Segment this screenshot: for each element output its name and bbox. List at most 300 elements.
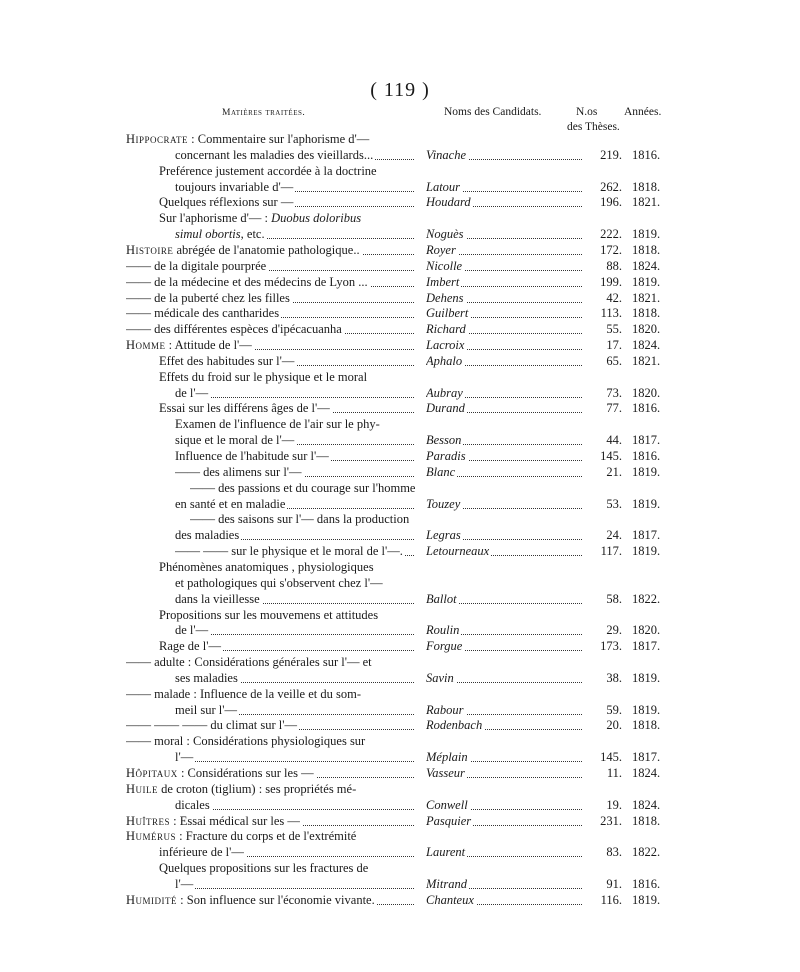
entry-line [0, 337, 800, 354]
dot-leader [175, 634, 414, 635]
subject-cell [175, 797, 416, 814]
subject-phrase: —— des différentes espèces d'ipécacuanha [126, 322, 342, 336]
subject-phrase: meil sur l'— [175, 703, 237, 717]
thesis-number: 172. [600, 243, 622, 257]
candidate-name [426, 876, 586, 893]
thesis-number: 42. [606, 291, 622, 305]
candidate-text: Laurent [426, 845, 466, 859]
subject-cell [126, 337, 416, 354]
thesis-year: 1822. [632, 592, 661, 606]
subject-cell [175, 591, 416, 608]
subject-cell [126, 305, 416, 322]
subject-text [126, 291, 292, 305]
subject-phrase: et pathologiques qui s'observent chez l'— [175, 576, 383, 590]
thesis-year: 1820. [632, 386, 661, 400]
subject-heading: Huîtres [126, 814, 171, 828]
entry-line [0, 464, 800, 481]
subject-phrase: des maladies [175, 528, 240, 542]
candidate-text: Chanteux [426, 893, 474, 907]
subject-cell [126, 781, 416, 798]
subject-cell [159, 194, 416, 211]
entry-line [0, 686, 800, 703]
thesis-number: 73. [606, 386, 622, 400]
thesis-year: 1817. [632, 528, 661, 542]
subject-text [126, 243, 362, 257]
subject-text [159, 164, 379, 178]
subject-text [175, 703, 239, 717]
subject-phrase: Examen de l'influence de l'air sur le phy- [175, 417, 380, 431]
subject-cell [126, 654, 416, 671]
subject-cell [159, 844, 416, 861]
subject-text [175, 592, 262, 606]
subject-text [175, 877, 195, 891]
candidate-text: Richard [426, 322, 466, 336]
candidate-text: Paradis [426, 449, 466, 463]
subject-cell [175, 876, 416, 893]
entry-line [0, 575, 800, 592]
subject-cell [175, 670, 416, 687]
candidate-name [426, 274, 586, 291]
thesis-number: 55. [606, 322, 622, 336]
dot-leader [175, 888, 414, 889]
subject-cell [159, 400, 416, 417]
entry-line [0, 432, 800, 449]
thesis-number: 29. [606, 623, 622, 637]
subject-phrase: —— —— —— du climat sur l'— [126, 718, 297, 732]
subject-heading: Hôpitaux [126, 766, 178, 780]
thesis-year: 1818. [632, 814, 661, 828]
thesis-number: 83. [606, 845, 622, 859]
subject-text [175, 528, 241, 542]
candidate-text: Forgue [426, 639, 463, 653]
entry-line [0, 876, 800, 893]
candidate-name [426, 717, 586, 734]
candidate-name [426, 242, 586, 259]
entry-line [0, 781, 800, 798]
subject-cell [126, 321, 416, 338]
thesis-number: 145. [600, 750, 622, 764]
candidate-name [426, 226, 586, 243]
entry-line [0, 749, 800, 766]
subject-italic: Duobus doloribus [271, 211, 362, 225]
subject-text [175, 497, 287, 511]
subject-text [126, 687, 363, 701]
thesis-number: 91. [606, 877, 622, 891]
subject-text [126, 306, 281, 320]
candidate-text: Noguès [426, 227, 464, 241]
candidate-text: Méplain [426, 750, 468, 764]
thesis-year: 1824. [632, 766, 661, 780]
thesis-year: 1820. [632, 623, 661, 637]
subject-text [126, 893, 377, 907]
subject-phrase: , etc. [240, 227, 265, 241]
entry-line [0, 131, 800, 148]
subject-text [175, 465, 304, 479]
subject-phrase: de l'— [175, 623, 209, 637]
candidate-text: Blanc [426, 465, 456, 479]
subject-cell [159, 860, 416, 877]
subject-text [159, 861, 370, 875]
entry-line [0, 480, 800, 497]
thesis-number: 38. [606, 671, 622, 685]
subject-phrase: sique et le moral de l'— [175, 433, 295, 447]
subject-heading: Humidité [126, 893, 178, 907]
thesis-year: 1824. [632, 259, 661, 273]
subject-phrase: —— médicale des cantharides [126, 306, 280, 320]
subject-phrase: toujours invariable d'— [175, 180, 294, 194]
subject-cell [159, 607, 416, 624]
subject-phrase: Influence de l'habitude sur l'— [175, 449, 329, 463]
thesis-number: 59. [606, 703, 622, 717]
subject-italic: simul obortis [175, 227, 241, 241]
subject-cell [190, 511, 416, 528]
candidate-text: Pasquier [426, 814, 472, 828]
thesis-year: 1821. [632, 291, 661, 305]
subject-phrase: Quelques réflexions sur — [159, 195, 294, 209]
candidate-text: Aphalo [426, 354, 463, 368]
thesis-number: 53. [606, 497, 622, 511]
candidate-name [426, 321, 586, 338]
entry-line [0, 321, 800, 338]
candidate-text: Royer [426, 243, 456, 257]
subject-text [175, 417, 382, 431]
subject-phrase: Quelques propositions sur les fractures de [159, 861, 369, 875]
candidate-name [426, 749, 586, 766]
entry-line [0, 274, 800, 291]
subject-phrase: —— moral : Considérations physiologiques sur [126, 734, 366, 748]
candidate-text: Letourneaux [426, 544, 490, 558]
candidate-name [426, 194, 586, 211]
subject-phrase: —— de la digitale pourprée [126, 259, 267, 273]
subject-cell [126, 733, 416, 750]
candidate-text: Besson [426, 433, 462, 447]
subject-cell [126, 131, 416, 148]
thesis-number: 231. [600, 814, 622, 828]
entry-line [0, 654, 800, 671]
subject-cell [126, 258, 416, 275]
candidate-text: Aubray [426, 386, 463, 400]
subject-phrase: : Essai médical sur les — [170, 814, 300, 828]
candidate-name [426, 844, 586, 861]
subject-cell [175, 543, 416, 560]
candidate-text: Vinache [426, 148, 467, 162]
subject-heading: Huile [126, 782, 159, 796]
subject-cell [126, 686, 416, 703]
thesis-number: 88. [606, 259, 622, 273]
subject-cell [126, 242, 416, 259]
entry-line [0, 733, 800, 750]
subject-phrase: —— de la médecine et des médecins de Lyon ... [126, 275, 368, 289]
subject-text [126, 338, 254, 352]
thesis-year: 1818. [632, 180, 661, 194]
candidate-text: Houdard [426, 195, 471, 209]
candidate-text: Latour [426, 180, 461, 194]
thesis-year: 1824. [632, 798, 661, 812]
dot-leader [175, 397, 414, 398]
subject-phrase: de croton (tiglium) : ses propriétés mé- [158, 782, 357, 796]
subject-cell [175, 622, 416, 639]
subject-phrase: —— de la puberté chez les filles [126, 291, 290, 305]
thesis-number: 44. [606, 433, 622, 447]
thesis-year: 1816. [632, 401, 661, 415]
subject-phrase: : Son influence sur l'économie vivante. [177, 893, 375, 907]
thesis-year: 1817. [632, 750, 661, 764]
candidate-text: Dehens [426, 291, 464, 305]
candidate-name [426, 622, 586, 639]
thesis-year: 1819. [632, 227, 661, 241]
subject-text [175, 180, 295, 194]
subject-text [159, 560, 376, 574]
subject-phrase: —— malade : Influence de la veille et du som- [126, 687, 361, 701]
candidate-text: Roulin [426, 623, 460, 637]
subject-cell [190, 480, 416, 497]
entry-line [0, 670, 800, 687]
thesis-year: 1821. [632, 195, 661, 209]
thesis-number: 58. [606, 592, 622, 606]
subject-cell [126, 717, 416, 734]
thesis-year: 1822. [632, 845, 661, 859]
candidate-text: Nicolle [426, 259, 463, 273]
thesis-number: 145. [600, 449, 622, 463]
subject-phrase: inférieure de l'— [159, 845, 244, 859]
candidate-text: Guilbert [426, 306, 469, 320]
thesis-number: 173. [600, 639, 622, 653]
entry-line [0, 242, 800, 259]
subject-phrase: Phénomènes anatomiques , physiologiques [159, 560, 374, 574]
candidate-name [426, 464, 586, 481]
thesis-year: 1818. [632, 306, 661, 320]
candidate-text: Vasseur [426, 766, 465, 780]
subject-cell [159, 210, 416, 227]
subject-text [159, 195, 295, 209]
subject-cell [175, 575, 416, 592]
subject-text [126, 814, 302, 828]
subject-phrase: ses maladies [175, 671, 238, 685]
thesis-number: 116. [600, 893, 622, 907]
entry-line [0, 226, 800, 243]
candidate-name [426, 765, 586, 782]
subject-text [175, 449, 331, 463]
header-matieres: Matières traitées. [222, 108, 306, 118]
entry-line [0, 305, 800, 322]
subject-phrase: l'— [175, 750, 194, 764]
subject-heading: Hippocrate [126, 132, 189, 146]
subject-text [175, 386, 210, 400]
candidate-name [426, 527, 586, 544]
entry-line [0, 416, 800, 433]
entry-line [0, 559, 800, 576]
subject-text [175, 671, 240, 685]
subject-cell [175, 432, 416, 449]
candidate-name [426, 147, 586, 164]
entry-line [0, 860, 800, 877]
entry-line [0, 147, 800, 164]
thesis-number: 199. [600, 275, 622, 289]
subject-text [126, 782, 358, 796]
subject-cell [159, 163, 416, 180]
thesis-year: 1820. [632, 322, 661, 336]
candidate-name [426, 305, 586, 322]
subject-text [126, 132, 371, 146]
thesis-year: 1817. [632, 433, 661, 447]
header-noms: Noms des Candidats. [444, 106, 542, 118]
subject-text [175, 623, 210, 637]
subject-phrase: Sur l'aphorisme d'— : [159, 211, 272, 225]
candidate-text: Rodenbach [426, 718, 483, 732]
candidate-text: Mitrand [426, 877, 467, 891]
thesis-year: 1819. [632, 465, 661, 479]
subject-phrase: —— —— sur le physique et le moral de l'—. [175, 544, 403, 558]
thesis-number: 65. [606, 354, 622, 368]
thesis-number: 262. [600, 180, 622, 194]
subject-cell [126, 765, 416, 782]
candidate-text: Lacroix [426, 338, 465, 352]
subject-phrase: —— des passions et du courage sur l'homme [190, 481, 416, 495]
subject-text [175, 433, 296, 447]
subject-text [175, 798, 212, 812]
subject-heading: Homme [126, 338, 166, 352]
thesis-number: 222. [600, 227, 622, 241]
candidate-text: Legras [426, 528, 461, 542]
subject-cell [175, 448, 416, 465]
thesis-number: 11. [606, 766, 622, 780]
entry-line [0, 765, 800, 782]
entry-line [0, 591, 800, 608]
entry-line [0, 511, 800, 528]
candidate-name [426, 353, 586, 370]
thesis-year: 1818. [632, 718, 661, 732]
thesis-year: 1816. [632, 148, 661, 162]
subject-text [175, 544, 405, 558]
entry-line [0, 717, 800, 734]
subject-text [126, 275, 370, 289]
thesis-year: 1816. [632, 449, 661, 463]
candidate-name [426, 543, 586, 560]
subject-cell [159, 638, 416, 655]
subject-phrase: de l'— [175, 386, 209, 400]
entry-line [0, 797, 800, 814]
subject-phrase: —— des alimens sur l'— [175, 465, 302, 479]
subject-phrase: abrégée de l'anatomie pathologique.. [173, 243, 360, 257]
thesis-number: 19. [606, 798, 622, 812]
thesis-year: 1818. [632, 243, 661, 257]
candidate-name [426, 432, 586, 449]
subject-text [159, 845, 246, 859]
subject-text [175, 227, 267, 241]
subject-phrase: —— des saisons sur l'— dans la production [190, 512, 410, 526]
subject-phrase: : Considérations sur les — [177, 766, 314, 780]
thesis-year: 1817. [632, 639, 661, 653]
entry-line [0, 353, 800, 370]
subject-text [126, 734, 367, 748]
candidate-name [426, 892, 586, 909]
subject-text [126, 322, 344, 336]
subject-cell [159, 353, 416, 370]
subject-text [159, 354, 296, 368]
dot-leader [175, 761, 414, 762]
subject-phrase: Propositions sur les mouvemens et attitudes [159, 608, 379, 622]
subject-text [190, 481, 416, 495]
subject-cell [175, 464, 416, 481]
candidate-text: Conwell [426, 798, 468, 812]
subject-cell [126, 828, 416, 845]
subject-text [190, 512, 411, 526]
subject-phrase: Rage de l'— [159, 639, 221, 653]
subject-cell [159, 369, 416, 386]
subject-text [159, 639, 223, 653]
subject-heading: Histoire [126, 243, 174, 257]
subject-text [126, 829, 358, 843]
subject-phrase: dans la vieillesse [175, 592, 260, 606]
candidate-name [426, 258, 586, 275]
subject-phrase: : Attitude de l'— [165, 338, 252, 352]
candidate-text: Touzey [426, 497, 461, 511]
thesis-year: 1819. [632, 671, 661, 685]
subject-phrase: Essai sur les différens âges de l'— [159, 401, 330, 415]
subject-cell [175, 416, 416, 433]
subject-phrase: Effets du froid sur le physique et le moral [159, 370, 368, 384]
entry-line [0, 622, 800, 639]
thesis-number: 196. [600, 195, 622, 209]
subject-text [159, 608, 380, 622]
thesis-year: 1824. [632, 338, 661, 352]
candidate-text: Durand [426, 401, 465, 415]
entry-line [0, 527, 800, 544]
subject-cell [126, 892, 416, 909]
subject-phrase: en santé et en maladie [175, 497, 286, 511]
subject-text [159, 401, 332, 415]
subject-cell [159, 559, 416, 576]
candidate-name [426, 638, 586, 655]
subject-phrase: : Fracture du corps et de l'extrémité [176, 829, 357, 843]
candidate-text: Rabour [426, 703, 464, 717]
entry-line [0, 638, 800, 655]
subject-heading: Humérus [126, 829, 177, 843]
subject-phrase: dicales [175, 798, 210, 812]
thesis-number: 219. [600, 148, 622, 162]
candidate-name [426, 591, 586, 608]
subject-phrase: : Commentaire sur l'aphorisme d'— [188, 132, 370, 146]
candidate-name [426, 337, 586, 354]
subject-phrase: concernant les maladies des vieillards... [175, 148, 374, 162]
thesis-number: 24. [606, 528, 622, 542]
subject-text [175, 576, 385, 590]
subject-phrase: Effet des habitudes sur l'— [159, 354, 295, 368]
subject-cell [175, 749, 416, 766]
candidate-name [426, 797, 586, 814]
subject-phrase: l'— [175, 877, 194, 891]
header-annees: Années. [624, 106, 662, 118]
thesis-number: 17. [606, 338, 622, 352]
entry-line [0, 400, 800, 417]
subject-phrase: —— adulte : Considérations générales sur l'— et [126, 655, 372, 669]
thesis-year: 1819. [632, 544, 661, 558]
thesis-year: 1821. [632, 354, 661, 368]
page-number: ( 119 ) [370, 79, 430, 101]
subject-text [126, 259, 268, 273]
entry-line [0, 892, 800, 909]
thesis-number: 21. [606, 465, 622, 479]
thesis-year: 1819. [632, 703, 661, 717]
subject-text [159, 370, 369, 384]
thesis-number: 77. [606, 401, 622, 415]
subject-cell [175, 226, 416, 243]
thesis-year: 1819. [632, 497, 661, 511]
subject-cell [175, 527, 416, 544]
thesis-year: 1816. [632, 877, 661, 891]
subject-phrase: Preférence justement accordée à la doctrine [159, 164, 377, 178]
candidate-text: Savin [426, 671, 454, 685]
